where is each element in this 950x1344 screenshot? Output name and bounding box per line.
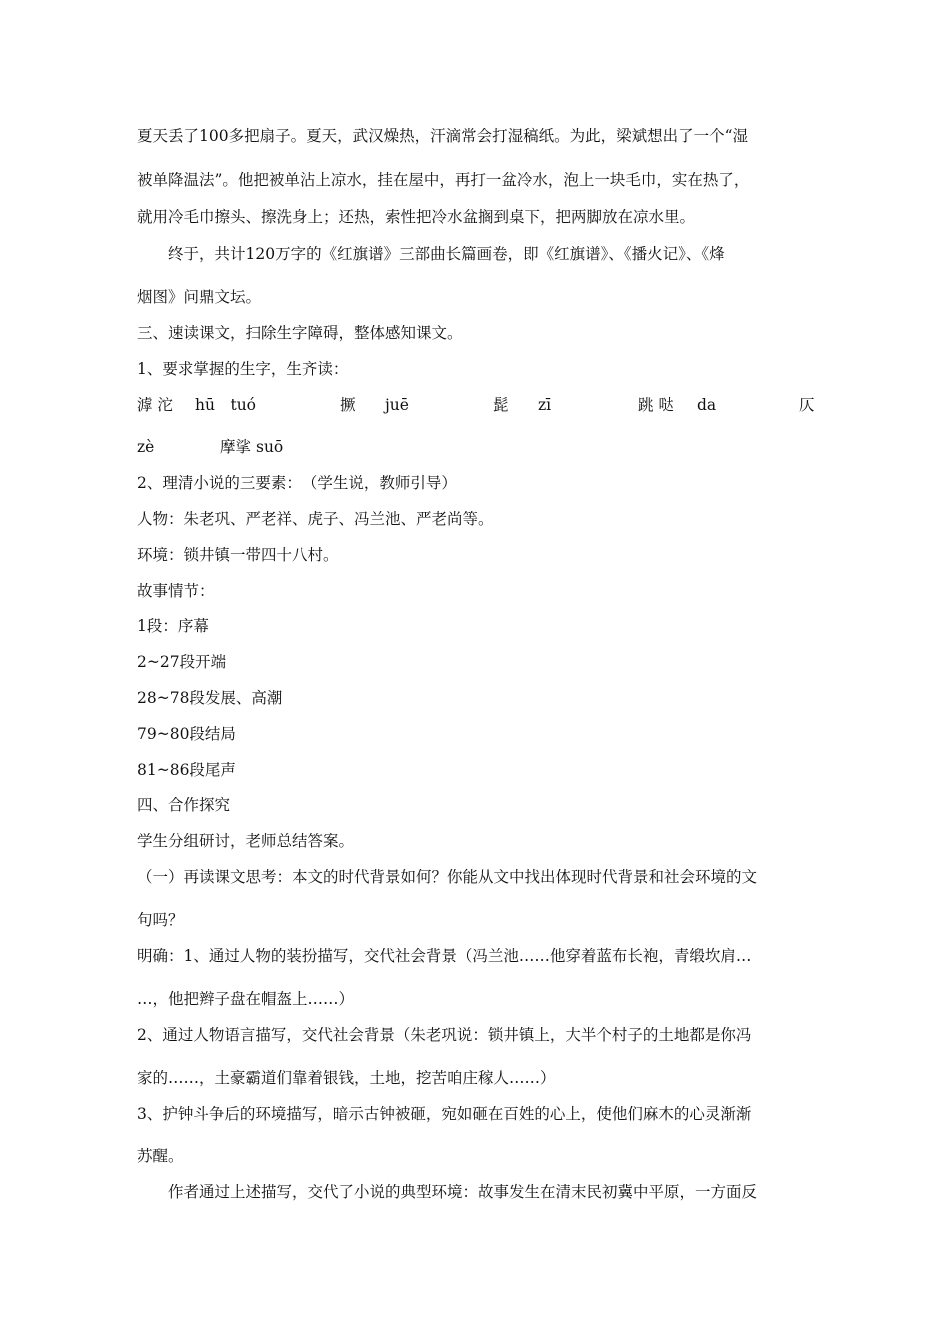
text-line: …，他把辫子盘在帽盔上……） [137, 990, 355, 1008]
text-line: （一）再读课文思考：本文的时代背景如何？你能从文中找出体现时代背景和社会环境的文 [137, 868, 758, 886]
text-line: 3、护钟斗争后的环境描写，暗示古钟被砸，宛如砸在百姓的心上，使他们麻木的心灵渐渐 [137, 1105, 752, 1123]
text-line: 28~78段发展、高潮 [137, 689, 283, 707]
vocab-word: 摩挲 [220, 438, 252, 456]
text-line: 2、通过人物语言描写，交代社会背景（朱老巩说：锁井镇上，大半个村子的土地都是你冯 [137, 1026, 752, 1044]
vocab-word: 撅 [340, 396, 356, 414]
text-line: 学生分组研讨，老师总结答案。 [137, 832, 355, 850]
vocab-word: 滹 沱 [137, 396, 173, 414]
text-line: 环境：锁井镇一带四十八村。 [137, 546, 339, 564]
text-line: 终于，共计120万字的《红旗谱》三部曲长篇画卷，即《红旗谱》、《播火记》、《烽 [168, 245, 725, 263]
text-line: 81~86段尾声 [137, 761, 236, 779]
text-line: 1段：序幕 [137, 617, 209, 635]
text-line: 人物：朱老巩、严老祥、虎子、冯兰池、严老尚等。 [137, 510, 494, 528]
text-line: 故事情节： [137, 582, 215, 600]
text-line: 就用冷毛巾擦头、擦洗身上；还热，索性把冷水盆搁到桌下，把两脚放在凉水里。 [137, 208, 696, 226]
text-line: 作者通过上述描写，交代了小说的典型环境：故事发生在清末民初冀中平原，一方面反 [168, 1183, 758, 1201]
section-heading: 三、速读课文，扫除生字障碍，整体感知课文。 [137, 324, 463, 342]
vocab-pinyin: suō [256, 438, 284, 456]
text-line: 烟图》问鼎文坛。 [137, 288, 262, 306]
text-line: 句吗？ [137, 911, 184, 929]
text-line: 79~80段结局 [137, 725, 236, 743]
text-line: 苏醒。 [137, 1147, 184, 1165]
vocab-word: 仄 [799, 396, 815, 414]
text-line: 家的……，土豪霸道们靠着银钱，土地，挖苦咱庄稼人……） [137, 1069, 556, 1087]
text-line: 夏天丢了100多把扇子。夏天，武汉燥热，汗滴常会打湿稿纸。为此，梁斌想出了一个“湿 [137, 127, 749, 145]
text-line: 明确：1、通过人物的装扮描写，交代社会背景（冯兰池……他穿着蓝布长袍，青缎坎肩… [137, 947, 752, 965]
vocab-pinyin: juē [385, 396, 409, 414]
vocab-pinyin: zī [538, 396, 552, 414]
text-line: 1、要求掌握的生字，生齐读： [137, 360, 349, 378]
vocab-word: 跳 哒 [638, 396, 674, 414]
text-line: 2~27段开端 [137, 653, 227, 671]
vocab-pinyin: da [697, 396, 717, 414]
section-heading: 四、合作探究 [137, 796, 231, 814]
text-line: 2、理清小说的三要素： （学生说，教师引导） [137, 474, 457, 492]
text-line: 被单降温法”。他把被单沾上凉水，挂在屋中，再打一盆冷水，泡上一块毛巾，实在热了， [137, 171, 750, 189]
vocab-pinyin: hū tuó [195, 396, 257, 414]
vocab-word: 髭 [493, 396, 509, 414]
vocab-pinyin: zè [137, 438, 155, 456]
